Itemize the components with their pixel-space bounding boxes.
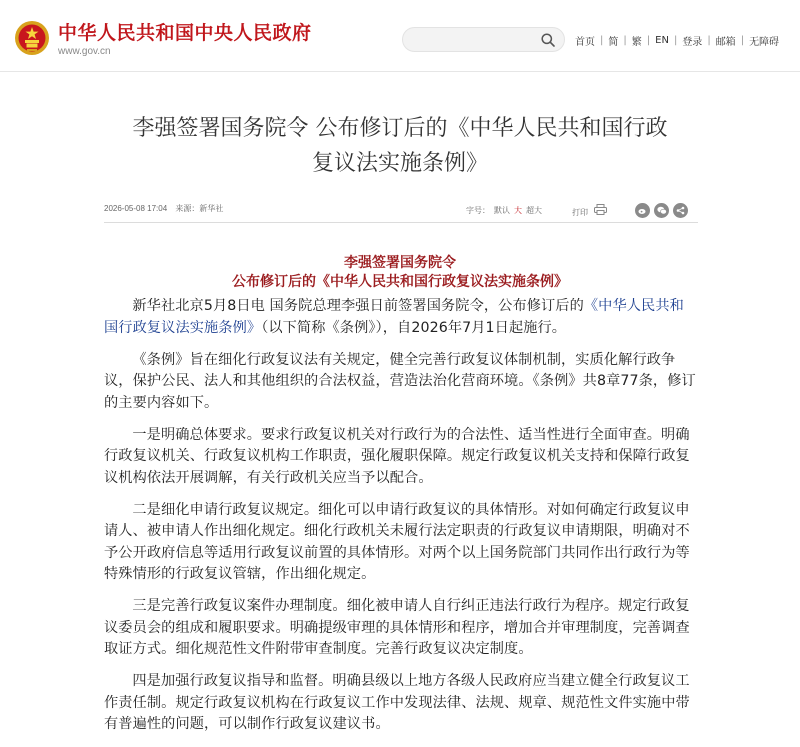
- search-icon[interactable]: [540, 32, 556, 48]
- nav-divider: |: [673, 35, 678, 46]
- nav-divider: |: [707, 35, 711, 46]
- publish-date: 2026-05-08 17:04: [104, 204, 168, 213]
- search-box[interactable]: [402, 27, 565, 52]
- nav-traditional[interactable]: 繁: [631, 37, 642, 48]
- nav-english[interactable]: EN: [655, 35, 669, 46]
- paragraph-1-text-a: 新华社北京5月8日电 国务院总理李强日前签署国务院令，公布修订后的: [132, 298, 584, 314]
- paragraph-4: 二是细化申请行政复议规定。细化可以申请行政复议的具体情形。对如何确定行政复议申请人、被申请人作出细化规定。细化行政机关未履行法定职责的行政复议申请期限，明确对不予公开政府信息等适用行政复议前置的具体情形。对两个以上国务院部门共同作出行政行为等特殊情形的行政复议管辖，作出细化规定。: [104, 501, 690, 583]
- font-size-default[interactable]: 默认: [494, 206, 510, 215]
- article-meta: [104, 200, 698, 218]
- print-label: 打印: [572, 207, 588, 217]
- nav-home[interactable]: 首页: [575, 37, 595, 48]
- paragraph-5: 三是完善行政复议案件办理制度。细化被申请人自行纠正违法行政行为程序。规定行政复议委员会的组成和履职要求。明确提级审理的具体情形和程序，增加合并审理制度，完善调查取证方式。细化规范性文件附带审查制度。完善行政复议决定制度。: [104, 598, 690, 658]
- nav-accessibility[interactable]: 无障碍: [749, 37, 780, 48]
- font-size-large[interactable]: 大: [514, 206, 522, 215]
- nav-login[interactable]: 登录: [682, 37, 703, 48]
- nav-divider: |: [623, 35, 627, 46]
- document-heading-line2: 公布修订后的《中华人民共和国行政复议法实施条例》: [232, 274, 568, 290]
- nav-divider: |: [600, 35, 604, 46]
- font-size-label: 字号：: [466, 206, 490, 215]
- document-heading-line1: 李强签署国务院令: [344, 255, 456, 271]
- national-emblem-icon[interactable]: [14, 20, 50, 56]
- regulation-link[interactable]: 《中华人民共和国行政复议法实施条例》: [104, 298, 684, 336]
- article-title-line2: 复议法实施条例》: [311, 151, 488, 176]
- paragraph-1: [104, 296, 698, 339]
- share-buttons: [635, 203, 688, 218]
- site-header: [0, 0, 800, 72]
- nav-simplified[interactable]: 简: [608, 37, 619, 48]
- source-name: 新华社: [199, 204, 224, 213]
- article-title-line1: 李强签署国务院令 公布修订后的《中华人民共和国行政: [132, 116, 668, 141]
- top-nav: [575, 33, 779, 48]
- font-size-xlarge[interactable]: 超大: [526, 206, 542, 215]
- article-title: [100, 111, 700, 181]
- paragraph-1-text-b: （以下简称《条例》），自2026年7月1日起施行。: [261, 319, 567, 336]
- nav-divider: |: [740, 35, 745, 46]
- paragraph-2: 《条例》旨在细化行政复议法有关规定，健全完善行政复议体制机制，实质化解行政争议，保护公民、法人和其他组织的合法权益，营造法治化营商环境。《条例》共8章77条，修订的主要内容如下。: [104, 351, 696, 411]
- document-heading: [100, 254, 700, 292]
- paragraph-3: 一是明确总体要求。要求行政复议机关对行政行为的合法性、适当性进行全面审查。明确行政复议机关、行政复议机构工作职责，强化履职保障。规定行政复议机关支持和保障行政复议机构依法开展调解，有关行政机关应当予以配合。: [104, 426, 690, 486]
- nav-mail[interactable]: 邮箱: [715, 37, 736, 48]
- share-icon[interactable]: [673, 203, 688, 218]
- paragraph-6: 四是加强行政复议指导和监督。明确县级以上地方各级人民政府应当建立健全行政复议工作责任制。规定行政复议机构在行政复议工作中发现法律、法规、规章、规范性文件实施中带有普遍性的问题，可以制作行政复议建议书。: [104, 673, 690, 733]
- print-icon: [594, 204, 607, 215]
- site-url: www.gov.cn: [58, 46, 111, 57]
- print-button[interactable]: [572, 204, 607, 218]
- site-title[interactable]: 中华人民共和国中央人民政府: [58, 22, 312, 44]
- search-input[interactable]: [413, 30, 533, 50]
- article-body: [104, 296, 698, 747]
- nav-divider: |: [646, 35, 651, 46]
- source-label: 来源：: [175, 204, 200, 213]
- weibo-icon[interactable]: [635, 203, 650, 218]
- wechat-icon[interactable]: [654, 203, 669, 218]
- meta-divider: [104, 222, 698, 223]
